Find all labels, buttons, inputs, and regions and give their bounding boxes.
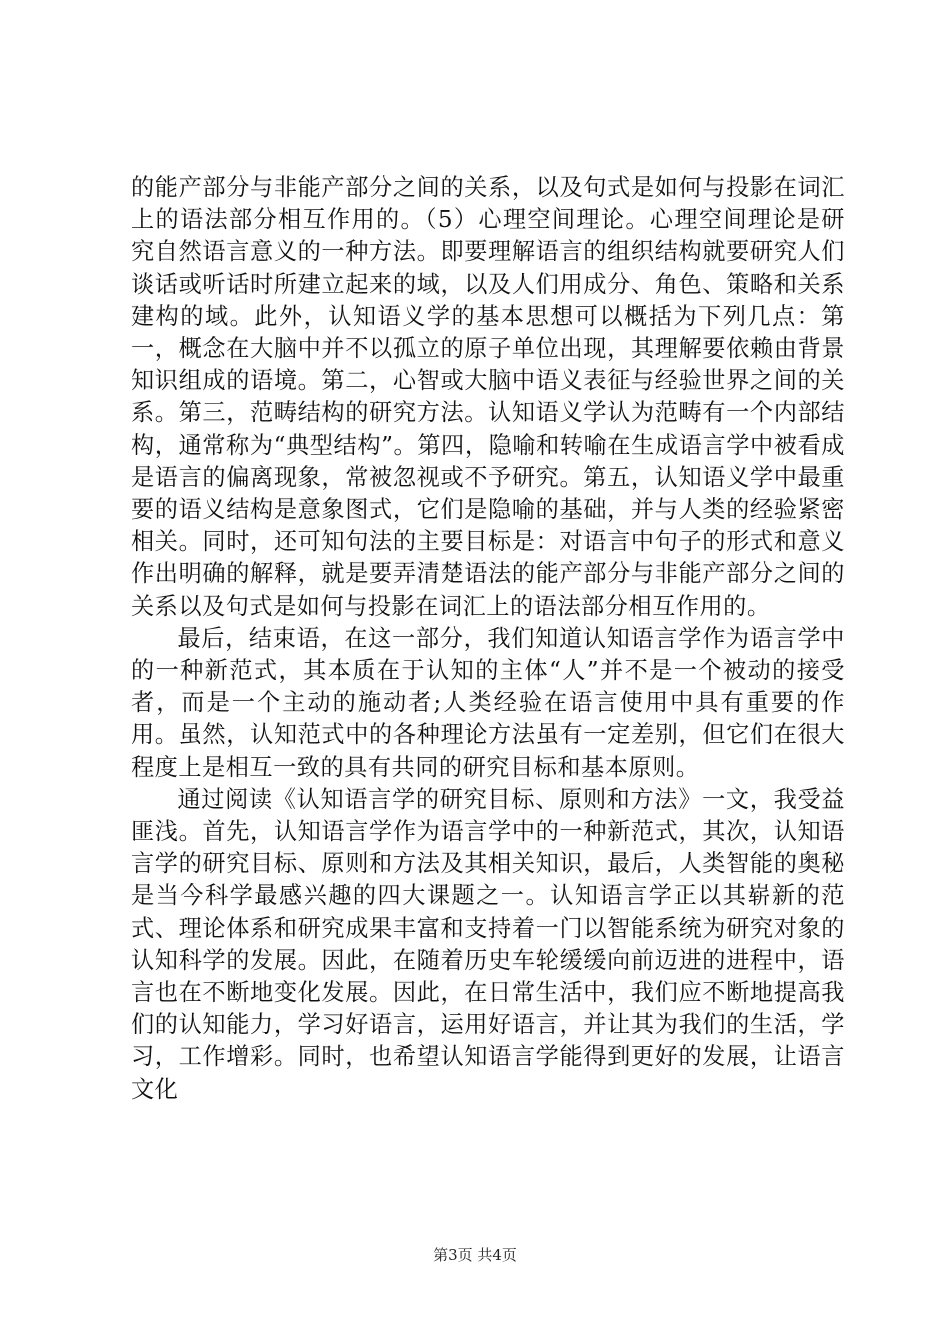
paragraph-2: 最后，结束语，在这一部分，我们知道认知语言学作为语言学中的一种新范式，其本质在于认知的主体“人”并不是一个被动的接受者，而是一个主动的施动者;人类经验在语言使用中具有重要的作用。虽然，认知范式中的各种理论方法虽有一定差别，但它们在很大程度上是相互一致的具有共同的研究目标和基本原则。: [131, 624, 845, 781]
paragraph-1: 的能产部分与非能产部分之间的关系，以及句式是如何与投影在词汇上的语法部分相互作用的。（5）心理空间理论。心理空间理论是研究自然语言意义的一种方法。即要理解语言的组织结构就要研究人们谈话或听话时所建立起来的域，以及人们用成分、角色、策略和关系建构的域。此外，认知语义学的基本思想可以概括为下列几点：第一，概念在大脑中并不以孤立的原子单位出现，其理解要依赖由背景知识组成的语境。第二，心智或大脑中语义表征与经验世界之间的关系。第三，范畴结构的研究方法。认知语义学认为范畴有一个内部结构，通常称为“典型结构”。第四，隐喻和转喻在生成语言学中被看成是语言的偏离现象，常被忽视或不予研究。第五，认知语义学中最重要的语义结构是意象图式，它们是隐喻的基础，并与人类的经验紧密相关。同时，还可知句法的主要目标是：对语言中句子的形式和意义作出明确的解释，就是要弄清楚语法的能产部分与非能产部分之间的关系以及句式是如何与投影在词汇上的语法部分相互作用的。: [131, 174, 845, 620]
page-number-label: 第3页 共4页: [433, 1246, 517, 1264]
page-footer: [0, 1244, 950, 1265]
document-body: [131, 172, 845, 1106]
paragraph-3: 通过阅读《认知语言学的研究目标、原则和方法》一文，我受益匪浅。首先，认知语言学作为语言学中的一种新范式，其次，认知语言学的研究目标、原则和方法及其相关知识，最后，人类智能的奥秘是当今科学最感兴趣的四大课题之一。认知语言学正以其崭新的范式、理论体系和研究成果丰富和支持着一门以智能系统为研究对象的认知科学的发展。因此，在随着历史车轮缓缓向前迈进的进程中，语言也在不断地变化发展。因此，在日常生活中，我们应不断地提高我们的认知能力，学习好语言，运用好语言，并让其为我们的生活，学习，工作增彩。同时，也希望认知语言学能得到更好的发展，让语言文化: [131, 785, 845, 1103]
